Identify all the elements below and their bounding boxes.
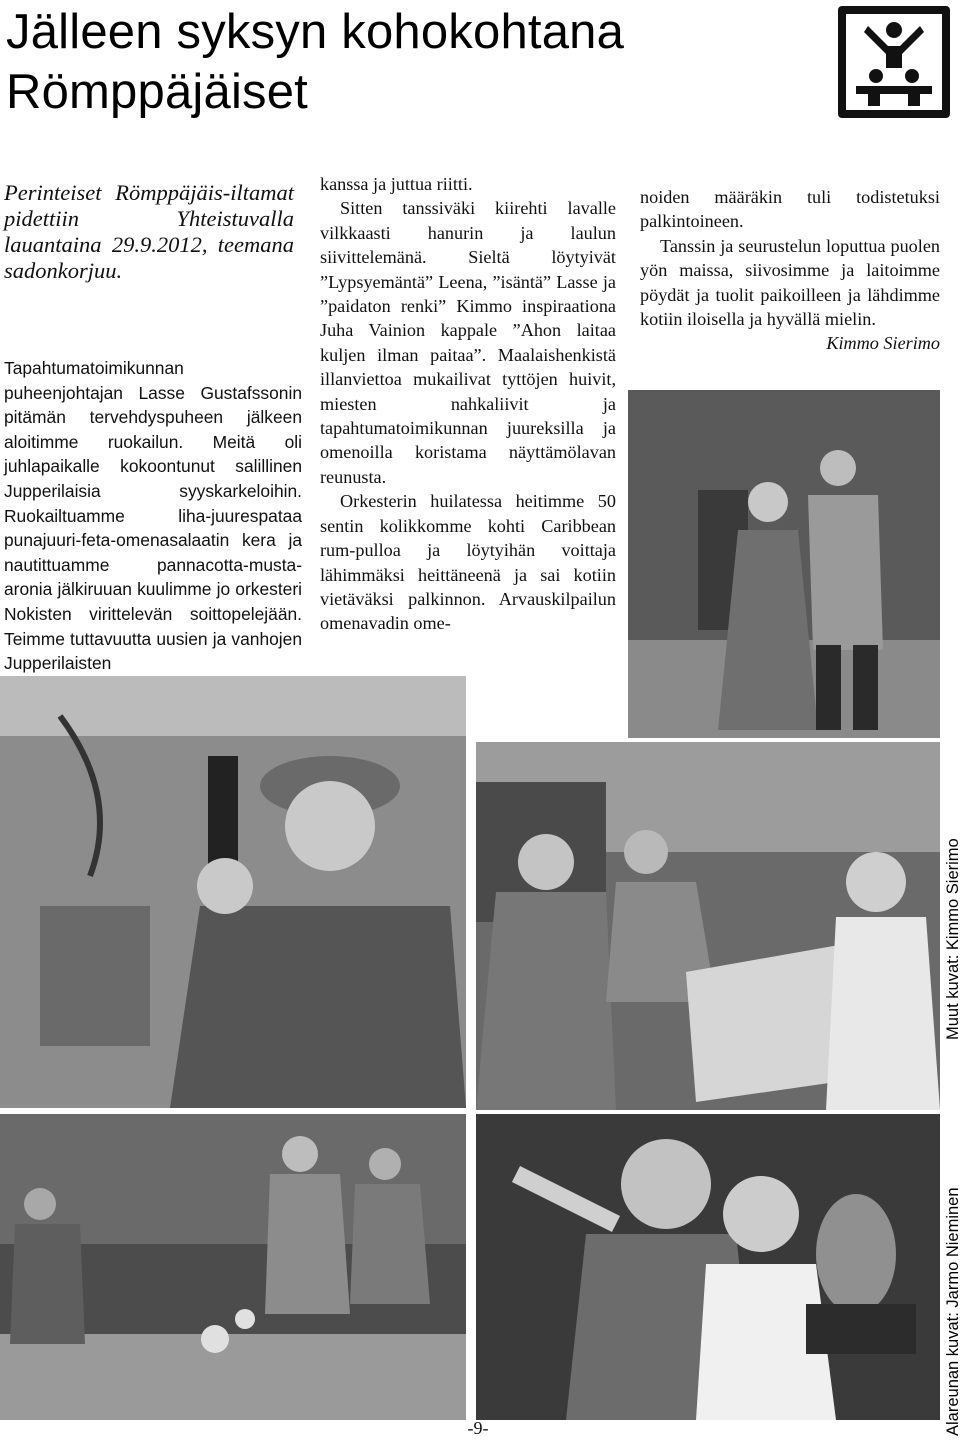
photo-dinner-table [476,742,940,1110]
photo-dancing-couple [628,390,940,738]
text-column-3 [640,185,940,356]
text-column-2 [320,172,616,636]
photo-credit-other: Muut kuvat: Kimmo Sierimo [944,838,962,1040]
col2-paragraph-2: Sitten tanssiväki kiirehti lavalle vilkkaasti hanurin ja laulun siivittelemänä. Sieltä löytyivät ”Lypsyemäntä” Leena, ”isäntä” Lasse ja ”paidaton renki” Kimmo inspiraationa Juha Vainion kappale ”Ahon laitaa kuljen ilman paitaa”. Maalaishenkistä illanviettoa mukailivat tyttöjen huivit, miesten nahkaliivit ja tapahtumatoimikunnan juureksilla ja omenoilla koristama näyttämölavan reunusta. [320,198,616,487]
col1-paragraph: Tapahtumatoimikunnan puheenjohtajan Lasse Gustafssonin pitämän tervehdyspuheen jälkeen aloitimme ruokailun. Meitä oli juhlapaikalle kokoontunut salillinen Jupperilaisia syyskarkeloihin. Ruokailtuamme liha-juurespataa punajuuri-feta-omenasalaatin kera ja nautittuamme pannacotta-musta-aronia jälkiruuan kuulimme jo orkesteri Nokisten virittelevän soittopelejään. Teimme tuttavuutta uusien ja vanhojen Jupperilaisten [4,358,302,674]
article-lead: Perinteiset Römppäjäis-iltamat pidettiin Yhteistuvalla lauantaina 29.9.2012, teemana sadonkorjuu. [4,180,294,283]
page-number: -9- [467,1418,489,1438]
article-title-line2: Römppäjäiset [6,65,308,119]
photo-credit-bottom: Alareunan kuvat: Jarmo Nieminen [944,1187,962,1436]
col2-paragraph-1: kanssa ja juttua riitti. [320,174,473,194]
text-column-1 [4,356,302,676]
col3-paragraph-2: Tanssin ja seurustelun loputtua puolen yön maissa, siivosimme ja laitoimme pöydät ja tuolit paikoilleen ja lähdimme kotiin iloisella ja hyvällä mielin. [640,235,940,330]
col3-paragraph-1: noiden määräkin tuli todistetuksi palkintoineen. [640,187,940,232]
col2-paragraph-3: Orkesterin huilatessa heitimme 50 sentin kolikkomme kohti Caribbean rum-pulloa ja löytyihän voittaja lähimmäksi heittäneenä ja sai kotiin vietäväksi palkinnon. Arvauskilpailun omenavadin ome- [320,491,616,634]
photo-dance-floor [0,1114,466,1420]
author-signature: Kimmo Sierimo [826,333,940,354]
article-title [6,2,706,122]
article-title-line1: Jälleen syksyn kohokohtana [6,5,625,59]
photo-prize-winners [476,1114,940,1420]
photo-man-with-bottle [0,676,466,1108]
club-logo-icon [838,6,950,118]
